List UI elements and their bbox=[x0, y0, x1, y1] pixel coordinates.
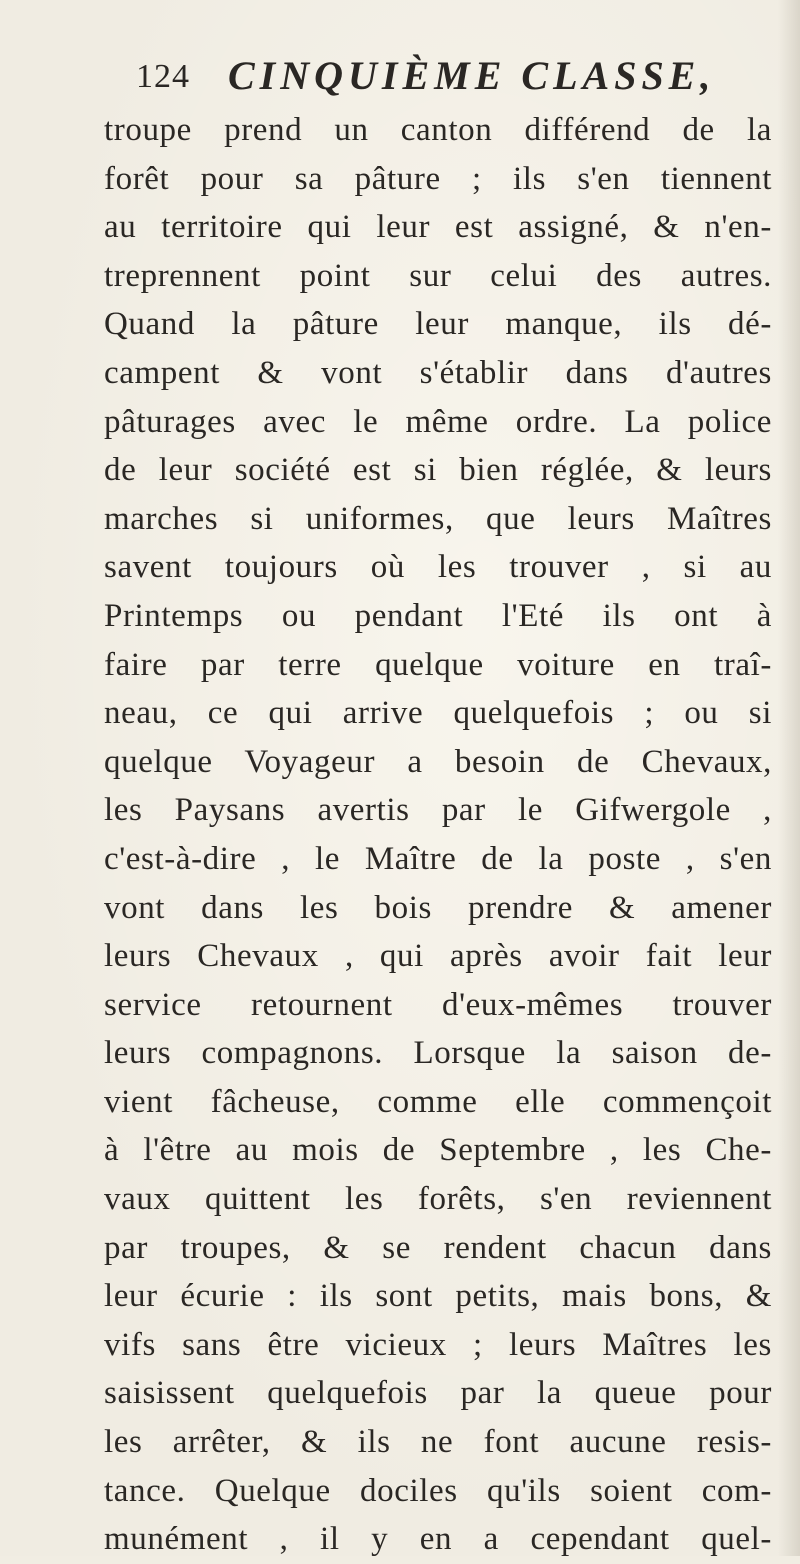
text-line: leurs compagnons. Lorsque la saison de- bbox=[104, 1035, 772, 1072]
text-line: vient fâcheuse, comme elle commençoit bbox=[104, 1083, 772, 1120]
running-title: CINQUIÈME CLASSE, bbox=[228, 53, 716, 98]
running-head bbox=[136, 52, 776, 104]
text-line: de leur société est si bien réglée, & leurs bbox=[104, 452, 772, 489]
text-line: saisissent quelquefois par la queue pour bbox=[104, 1375, 772, 1412]
text-line: troupe prend un canton différend de la bbox=[104, 112, 772, 148]
text-line: Printemps ou pendant l'Eté ils ont à bbox=[104, 597, 772, 634]
text-line: faire par terre quelque voiture en traî- bbox=[104, 646, 772, 683]
text-line: les Paysans avertis par le Gifwergole , bbox=[104, 792, 772, 829]
page-number: 124 bbox=[136, 58, 190, 95]
text-line: tance. Quelque dociles qu'ils soient com- bbox=[104, 1472, 772, 1509]
text-line: leur écurie : ils sont petits, mais bons, & bbox=[104, 1278, 772, 1315]
text-line: pâturages avec le même ordre. La police bbox=[104, 403, 772, 440]
text-line: vaux quittent les forêts, s'en reviennent bbox=[104, 1181, 772, 1218]
text-line: par troupes, & se rendent chacun dans bbox=[104, 1229, 772, 1266]
text-line: campent & vont s'établir dans d'autres bbox=[104, 354, 772, 391]
text-line: service retournent d'eux-mêmes trouver bbox=[104, 986, 772, 1023]
text-line: quelque Voyageur a besoin de Chevaux, bbox=[104, 743, 772, 780]
text-line: treprennent point sur celui des autres. bbox=[104, 257, 772, 294]
text-line: marches si uniformes, que leurs Maîtres bbox=[104, 500, 772, 537]
text-line: vifs sans être vicieux ; leurs Maîtres les bbox=[104, 1326, 772, 1363]
text-line: vont dans les bois prendre & amener bbox=[104, 889, 772, 926]
text-line: savent toujours où les trouver , si au bbox=[104, 549, 772, 586]
text-line: à l'être au mois de Septembre , les Che- bbox=[104, 1132, 772, 1169]
text-line: les arrêter, & ils ne font aucune resis- bbox=[104, 1424, 772, 1461]
text-line: au territoire qui leur est assigné, & n'en- bbox=[104, 209, 772, 246]
text-line: forêt pour sa pâture ; ils s'en tiennent bbox=[104, 160, 772, 197]
page-edge-shadow bbox=[778, 0, 800, 1556]
text-line: c'est-à-dire , le Maître de la poste , s'en bbox=[104, 840, 772, 877]
text-line: munément , il y en a cependant quel- bbox=[104, 1521, 772, 1558]
text-line: leurs Chevaux , qui après avoir fait leur bbox=[104, 938, 772, 975]
body-text bbox=[104, 106, 772, 1564]
text-line: Quand la pâture leur manque, ils dé- bbox=[104, 306, 772, 343]
text-line: neau, ce qui arrive quelquefois ; ou si bbox=[104, 695, 772, 732]
